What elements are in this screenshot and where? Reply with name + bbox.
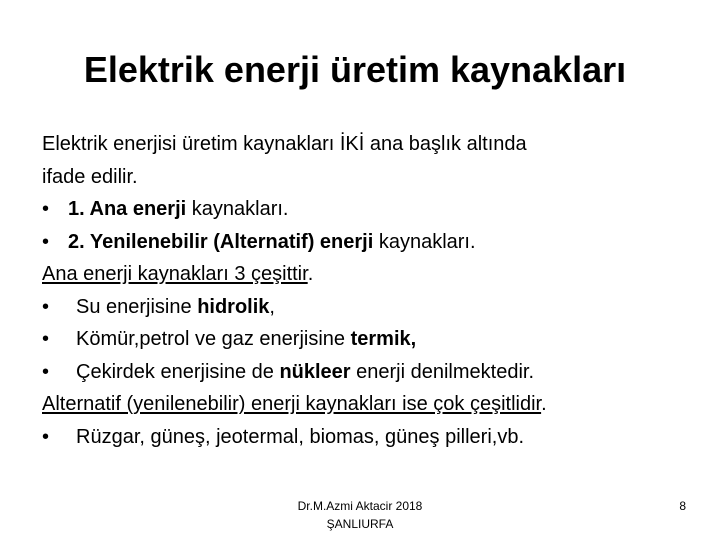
footer-author-name: Dr.M.Azmi Aktacir 2018: [297, 499, 423, 513]
bullet-icon: •: [42, 230, 50, 253]
alternative-source-item-1: [42, 421, 702, 454]
footer-author: [240, 497, 480, 533]
main-source-item-3-post: enerji denilmektedir.: [350, 360, 535, 383]
main-source-item-3-bold: nükleer: [279, 360, 351, 383]
bullet-icon: •: [42, 198, 50, 220]
alternative-sources-heading: [42, 388, 702, 421]
category-item-2-rest: kaynakları.: [373, 230, 476, 253]
page-number: 8: [679, 499, 686, 513]
main-source-item-2: [42, 323, 702, 356]
bullet-icon: •: [42, 360, 50, 383]
main-source-item-1-pre: Su enerjisine: [76, 295, 198, 318]
slide-body: [42, 128, 702, 453]
intro-line-2: ifade edilir.: [42, 165, 138, 188]
main-source-item-2-pre: Kömür,petrol ve gaz enerjisine: [76, 328, 351, 350]
alternative-source-item-1-text: Rüzgar, güneş, jeotermal, biomas, güneş pilleri,vb.: [76, 425, 525, 448]
category-item-1-bold: 1. Ana enerji: [68, 198, 187, 220]
category-item-2-bold: 2. Yenilenebilir (Alternatif) enerji: [68, 230, 374, 253]
main-source-item-1-bold: hidrolik: [197, 295, 270, 318]
intro-line-1: Elektrik enerjisi üretim kaynakları İKİ ana başlık altında: [42, 133, 527, 155]
main-source-item-2-bold: termik,: [350, 328, 417, 350]
main-sources-heading: [42, 258, 702, 291]
category-item-1: [42, 193, 702, 226]
alternative-sources-heading-end: .: [541, 393, 547, 415]
bullet-icon: •: [42, 425, 50, 448]
main-source-item-1: [42, 291, 702, 324]
bullet-icon: •: [42, 328, 50, 350]
main-source-item-3: [42, 356, 702, 389]
category-item-2: [42, 226, 702, 259]
main-sources-heading-end: .: [307, 263, 314, 285]
slide-title: Elektrik enerji üretim kaynakları: [83, 49, 627, 90]
main-source-item-3-pre: Çekirdek enerjisine de: [76, 360, 280, 383]
bullet-icon: •: [42, 295, 50, 318]
footer-location: ŞANLIURFA: [326, 517, 394, 531]
main-sources-heading-text: Ana enerji kaynakları 3 çeşittir: [42, 263, 308, 285]
category-item-1-rest: kaynakları.: [186, 198, 289, 220]
alternative-sources-heading-text: Alternatif (yenilenebilir) enerji kaynakları ise çok çeşitlidir: [42, 393, 542, 415]
main-source-item-1-post: ,: [269, 295, 275, 318]
